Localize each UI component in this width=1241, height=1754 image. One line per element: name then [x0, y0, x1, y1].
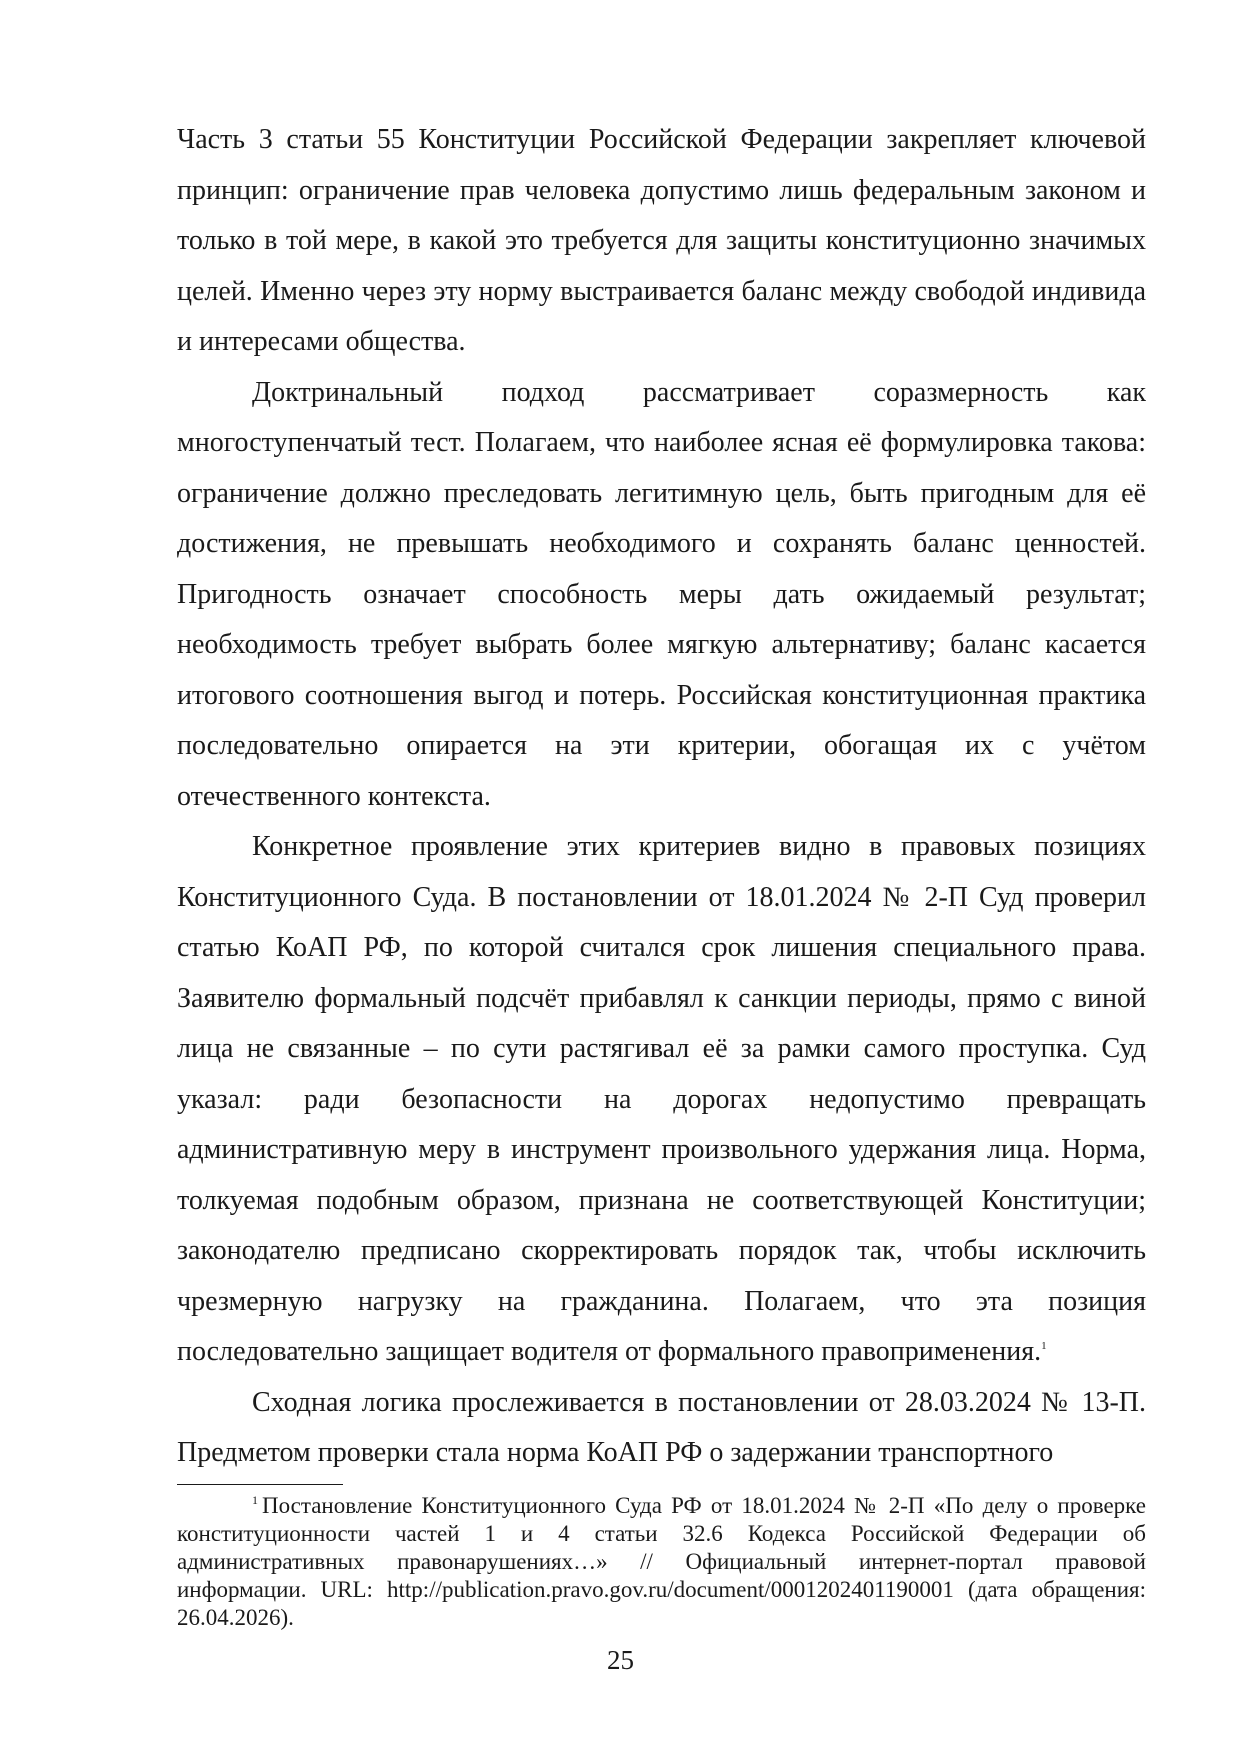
- paragraph-2: Доктринальный подход рассматривает соразмерность как многоступенчатый тест. Полагаем, что наиболее ясная её формулировка такова: ограничение должно преследовать легитимную цель, быть пригодным для её достижения, не превышать необходимого и сохранять баланс ценностей. Пригодность означает способность меры дать ожидаемый результат; необходимость требует выбрать более мягкую альтернативу; баланс касается итогового соотношения выгод и потерь. Российская конституционная практика последовательно опирается на эти критерии, обогащая их с учётом отечественного контекста.: [177, 376, 1146, 812]
- paragraph-3-text: Конкретное проявление этих критериев видно в правовых позициях Конституционного Суда. В постановлении от 18.01.2024 № 2-П Суд проверил статью КоАП РФ, по которой считался срок лишения специального права. Заявителю формальный подсчёт прибавлял к санкции периоды, прямо с виной лица не связанные – по сути растягивал её за рамки самого проступка. Суд указал: ради безопасности на дорогах недопустимо превращать административную меру в инструмент произвольного удержания лица. Норма, толкуемая подобным образом, признана не соответствующей Конституции; законодателю предписано скорректировать порядок так, чтобы исключить чрезмерную нагрузку на гражданина. Полагаем, что эта позиция последовательно защищает водителя от формального правоприменения.: [177, 831, 1146, 1367]
- footnote-separator: [177, 1484, 343, 1485]
- footnote-mark: 1: [252, 1493, 258, 1507]
- footnote-text: Постановление Конституционного Суда РФ от 18.01.2024 № 2-П «По делу о проверке конституционности частей 1 и 4 статьи 32.6 Кодекса Российской Федерации об административных правонарушениях…» // Официальный интернет-портал правовой информации. URL: http://publication.pravo.gov.ru/document/0001202401190001 (дата обращения: 26.04.2026).: [177, 1493, 1146, 1630]
- footnote: [177, 1492, 1146, 1632]
- footnote-reference[interactable]: 1: [1041, 1340, 1047, 1352]
- page-number: 25: [607, 1645, 634, 1675]
- paragraph-4: Сходная логика прослеживается в постановлении от 28.03.2024 № 13-П. Предметом проверки стала норма КоАП РФ о задержании транспортного: [177, 1386, 1146, 1468]
- paragraph-1: Часть 3 статьи 55 Конституции Российской Федерации закрепляет ключевой принцип: ограничение прав человека допустимо лишь федеральным законом и только в той мере, в какой это требуется для защиты конституционно значимых целей. Именно через эту норму выстраивается баланс между свободой индивида и интересами общества.: [177, 124, 1146, 357]
- body-text: [177, 115, 1146, 1479]
- paragraph-3: [177, 822, 1146, 1378]
